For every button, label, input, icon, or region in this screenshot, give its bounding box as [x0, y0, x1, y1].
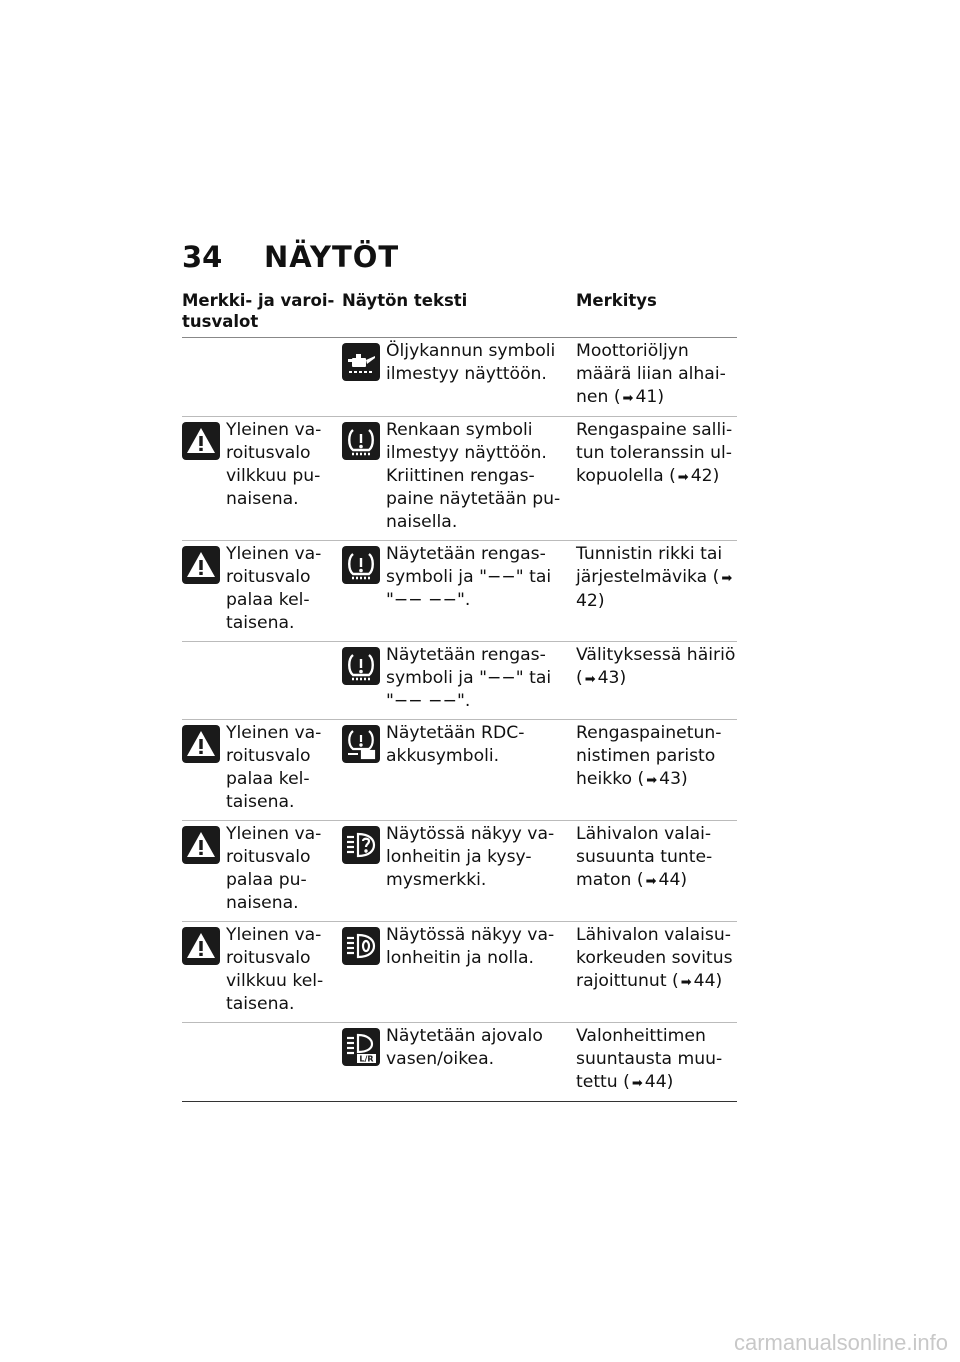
warning-light-cell	[182, 823, 342, 915]
tire-pressure-icon	[342, 546, 380, 584]
arrow-right-icon: ➡	[645, 874, 657, 889]
display-text: Näytetään rengas-symboli ja "−−" tai "−− −−".	[386, 544, 552, 610]
page-reference-link[interactable]: ( ➡ 44)	[631, 870, 687, 890]
arrow-right-icon: ➡	[584, 672, 596, 687]
warning-triangle-icon	[182, 422, 220, 460]
warning-light-text: Yleinen va-roitusvalo palaa kel-taisena.	[226, 723, 322, 812]
page-reference-number: 41	[635, 387, 658, 407]
meaning-cell	[576, 644, 737, 713]
warning-triangle-icon	[182, 927, 220, 965]
warning-light-cell	[182, 1025, 342, 1095]
warning-light-text: Yleinen va-roitusvalo palaa kel-taisena.	[226, 544, 322, 633]
table-row	[182, 541, 737, 642]
headlight-zero-icon	[342, 927, 380, 965]
display-text-cell	[342, 644, 576, 713]
headlight-question-icon	[342, 826, 380, 864]
page-reference-link[interactable]: ( ➡ 42)	[664, 466, 720, 486]
page-reference-number: 42	[576, 591, 598, 611]
page-reference-link[interactable]: ( ➡ 43)	[576, 668, 626, 688]
header-warning-lights: Merkki- ja varoi- tusvalot	[182, 291, 335, 331]
table-body	[182, 338, 737, 1102]
page-reference-number: 43	[597, 668, 620, 688]
page-reference-link[interactable]: ( ➡ 44)	[667, 971, 723, 991]
warning-light-cell	[182, 722, 342, 814]
indicator-table	[182, 290, 737, 1102]
meaning-text: Rengaspaine salli-tun toleranssin ul-kopuolella	[576, 420, 733, 486]
page-reference-number: 44	[644, 1072, 667, 1092]
display-text: Renkaan symboli ilmestyy näyttöön. Kriittinen rengas-paine näytetään pu-naisella.	[386, 420, 561, 532]
warning-light-cell	[182, 924, 342, 1016]
arrow-right-icon: ➡	[680, 975, 692, 990]
tire-pressure-icon	[342, 422, 380, 460]
page-reference-link[interactable]: ( ➡ 44)	[618, 1072, 674, 1092]
warning-light-text: Yleinen va-roitusvalo palaa pu-naisena.	[226, 824, 322, 913]
table-header	[182, 290, 737, 338]
table-row	[182, 338, 737, 417]
page-reference-link[interactable]: ( ➡ 41)	[608, 387, 664, 407]
meaning-text: Valonheittimen suuntausta muu-tettu	[576, 1026, 723, 1092]
meaning-cell	[576, 823, 737, 915]
meaning-text: Lähivalon valaisu-korkeuden sovitus rajoittunut	[576, 925, 733, 991]
page-reference-link[interactable]: ( ➡ 43)	[632, 769, 688, 789]
warning-triangle-icon	[182, 546, 220, 584]
display-text-cell	[342, 419, 576, 534]
warning-light-cell	[182, 644, 342, 713]
page-header	[182, 240, 399, 274]
table-row	[182, 922, 737, 1023]
meaning-cell	[576, 722, 737, 814]
display-text-cell	[342, 1025, 576, 1095]
display-text-cell	[342, 340, 576, 410]
watermark: carmanualsonline.info	[733, 1330, 948, 1355]
arrow-right-icon: ➡	[721, 571, 733, 586]
table-row	[182, 720, 737, 821]
meaning-text: Rengaspainetun-nistimen paristo heikko	[576, 723, 722, 789]
warning-light-text: Yleinen va-roitusvalo vilkkuu pu-naisena.	[226, 420, 322, 509]
page-reference-link[interactable]: ( ➡42)	[576, 567, 733, 611]
header-meaning: Merkitys	[576, 291, 657, 310]
warning-light-text: Yleinen va-roitusvalo vilkkuu kel-taisena.	[226, 925, 324, 1014]
table-row	[182, 642, 737, 720]
display-text: Öljykannun symboli ilmestyy näyttöön.	[386, 341, 556, 384]
section-title: NÄYTÖT	[264, 240, 400, 274]
headlight-lr-icon	[342, 1028, 380, 1066]
meaning-text: Tunnistin rikki tai järjestelmävika	[576, 544, 723, 587]
display-text: Näytössä näkyy va-lonheitin ja kysy-mysmerkki.	[386, 824, 555, 890]
rdc-battery-icon	[342, 725, 380, 763]
page-reference-number: 44	[658, 870, 681, 890]
display-text-cell	[342, 543, 576, 635]
warning-triangle-icon	[182, 725, 220, 763]
meaning-cell	[576, 1025, 737, 1095]
meaning-cell	[576, 924, 737, 1016]
meaning-cell	[576, 340, 737, 410]
display-text: Näytetään RDC-akkusymboli.	[386, 723, 525, 766]
warning-light-cell	[182, 419, 342, 534]
meaning-text: Välityksessä häiriö	[576, 645, 736, 665]
display-text: Näytetään ajovalo vasen/oikea.	[386, 1026, 543, 1069]
display-text-cell	[342, 823, 576, 915]
page-reference-number: 44	[693, 971, 716, 991]
page-reference-number: 43	[659, 769, 682, 789]
meaning-text: Moottoriöljyn määrä liian alhai-nen	[576, 341, 726, 407]
header-display-text: Näytön teksti	[342, 291, 468, 310]
warning-light-cell	[182, 543, 342, 635]
arrow-right-icon: ➡	[631, 1076, 643, 1091]
display-text: Näytetään rengas-symboli ja "−−" tai "−− −−".	[386, 645, 552, 711]
meaning-text: Lähivalon valai-susuunta tunte-maton	[576, 824, 713, 890]
table-row	[182, 821, 737, 922]
warning-triangle-icon	[182, 826, 220, 864]
oil-can-icon	[342, 343, 380, 381]
display-text: Näytössä näkyy va-lonheitin ja nolla.	[386, 925, 555, 968]
arrow-right-icon: ➡	[677, 470, 689, 485]
arrow-right-icon: ➡	[622, 391, 634, 406]
display-text-cell	[342, 924, 576, 1016]
page-number: 34	[182, 240, 223, 274]
arrow-right-icon: ➡	[646, 773, 658, 788]
warning-light-cell	[182, 340, 342, 410]
svg-text:L/R: L/R	[359, 1054, 374, 1064]
table-row	[182, 1023, 737, 1102]
table-row	[182, 417, 737, 541]
page-reference-number: 42	[690, 466, 713, 486]
meaning-cell	[576, 419, 737, 534]
display-text-cell	[342, 722, 576, 814]
meaning-cell	[576, 543, 737, 635]
tire-pressure-icon	[342, 647, 380, 685]
